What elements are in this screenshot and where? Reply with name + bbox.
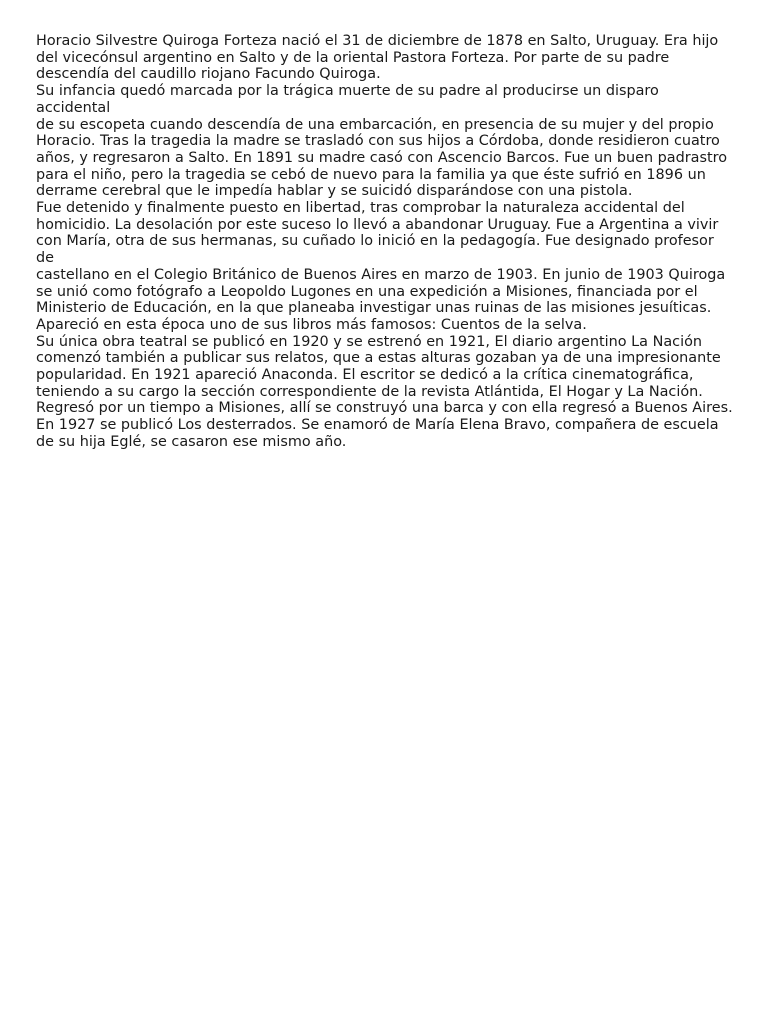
paragraph-birth: Horacio Silvestre Quiroga Forteza nació el 31 de diciembre de 1878 en Salto, Uruguay. Era hijo del vicecónsul argentino en Salto y de la oriental Pastora Forteza. Por parte de su padre descendía del caudillo riojano Facundo Quiroga.	[36, 33, 719, 83]
paragraph-career: Su única obra teatral se publicó en 1920 y se estrenó en 1921, El diario argentino La Nación comenzó también a publicar sus relatos, que a estas alturas gozaban ya de una impresionante popularidad. En 1921 apareció Anaconda. El escritor se dedicó a la crítica cinematográfica, teniendo a su cargo la sección correspondiente de la revista Atlántida, El Hogar y La Nación. Regresó por un tiempo a Misiones, allí se construyó una barca y con ella regresó a Buenos Aires. En 1927 se publicó Los desterrados. Se enamoró de María Elena Bravo, compañera de escuela de su hija Eglé, se casaron ese mismo año.	[36, 333, 733, 450]
document-body	[36, 33, 736, 451]
paragraph-childhood: Su infancia quedó marcada por la trágica muerte de su padre al producirse un disparo accidental de su escopeta cuando descendía de una embarcación, en presencia de su mujer y del propio Horacio. Tras la tragedia la madre se trasladó con sus hijos a Córdoba, donde residieron cuatro años, y regresaron a Salto. En 1891 su madre casó con Ascencio Barcos. Fue un buen padrastro para el niño, pero la tragedia se cebó de nuevo para la familia ya que éste sufrió en 1896 un derrame cerebral que le impedía hablar y se suicidó disparándose con una pistola.	[36, 83, 728, 200]
paragraph-argentina: Fue detenido y finalmente puesto en libertad, tras comprobar la naturaleza accidental del homicidio. La desolación por este suceso lo llevó a abandonar Uruguay. Fue a Argentina a vivir con María, otra de sus hermanas, su cuñado lo inició en la pedagogía. Fue designado profesor de castellano en el Colegio Británico de Buenos Aires en marzo de 1903. En junio de 1903 Quiroga se unió como fotógrafo a Leopoldo Lugones en una expedición a Misiones, financiada por el Ministerio de Educación, en la que planeaba investigar unas ruinas de las misiones jesuíticas. Apareció en esta época uno de sus libros más famosos: Cuentos de la selva.	[36, 200, 726, 333]
